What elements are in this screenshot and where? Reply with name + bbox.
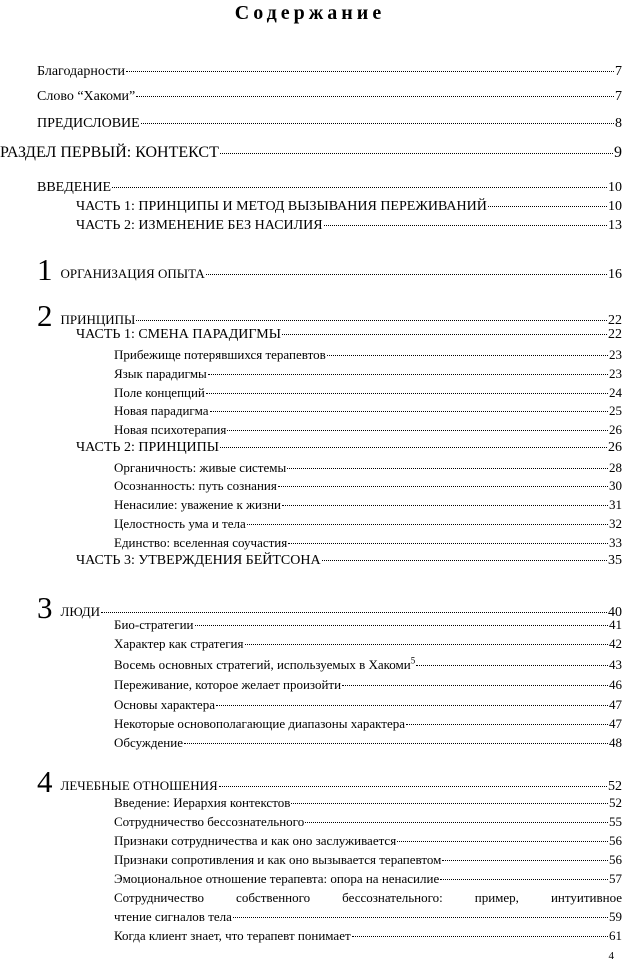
toc-entry-page: 28 [609, 460, 622, 475]
toc-entry-ch2-part-2[interactable] [76, 438, 622, 458]
footnote-marker: 5 [410, 655, 416, 666]
toc-entry-page: 46 [609, 677, 622, 692]
toc-entry-label: ПРЕДИСЛОВИЕ [37, 116, 140, 131]
toc-subentry-wrapped-line1[interactable] [114, 888, 622, 908]
toc-entry-label: Введение: Иерархия контекстов [114, 795, 291, 810]
leader-dots [352, 935, 608, 937]
toc-entry-label: РАЗДЕЛ ПЕРВЫЙ: КОНТЕКСТ [0, 144, 219, 161]
toc-subentry[interactable] [114, 364, 622, 384]
toc-entry-ch2-part-3[interactable] [76, 551, 622, 571]
toc-subentry[interactable] [114, 733, 622, 753]
word: пример, [474, 890, 519, 905]
toc-entry-page: 59 [609, 909, 622, 924]
toc-entry-label: ЧАСТЬ 2: ПРИНЦИПЫ [76, 440, 219, 455]
toc-entry-label: Характер как стратегия [114, 636, 244, 651]
toc-entry-page: 52 [609, 795, 622, 810]
leader-dots [219, 785, 607, 787]
leader-dots [112, 186, 607, 188]
toc-entry-label: ОРГАНИЗАЦИЯ ОПЫТА [60, 266, 205, 281]
leader-dots [282, 333, 607, 335]
toc-entry-label: Признаки сотрудничества и как оно заслуживается [114, 833, 397, 848]
word: собственного [236, 890, 311, 905]
toc-entry-page: 25 [609, 403, 622, 418]
leader-dots [291, 802, 608, 804]
toc-entry-label: Обсуждение [114, 735, 183, 750]
toc-chapter-4[interactable] [37, 764, 622, 799]
leader-dots [245, 643, 609, 645]
toc-entry-page: 16 [608, 267, 622, 282]
toc-subentry[interactable] [114, 383, 622, 403]
toc-entry-label: Эмоциональное отношение терапевта: опора на ненасилие [114, 871, 440, 886]
leader-dots [220, 446, 607, 448]
toc-entry-page: 56 [609, 852, 622, 867]
toc-entry-page: 10 [608, 199, 622, 214]
toc-entry-page: 30 [609, 478, 622, 493]
toc-subentry[interactable] [114, 615, 622, 635]
toc-entry-page: 31 [609, 497, 622, 512]
toc-subentry[interactable] [114, 675, 622, 695]
toc-entry-label: ЧАСТЬ 3: УТВЕРЖДЕНИЯ БЕЙТСОНА [76, 553, 321, 568]
toc-entry-label: Органичность: живые системы [114, 460, 287, 475]
toc-entry-label: ЧАСТЬ 1: ПРИНЦИПЫ И МЕТОД ВЫЗЫВАНИЯ ПЕРЕЖИВАНИЙ [76, 199, 487, 214]
toc-entry-page: 42 [609, 636, 622, 651]
toc-subentry-wrapped-line2[interactable] [114, 907, 622, 927]
toc-entry-label: ВВЕДЕНИЕ [37, 180, 112, 195]
toc-entry-page: 47 [609, 697, 622, 712]
toc-entry-preface[interactable] [37, 114, 622, 134]
leader-dots [406, 723, 608, 725]
toc-entry-label: Некоторые основополагающие диапазоны характера [114, 716, 405, 731]
toc-entry-label: ЛЕЧЕБНЫЕ ОТНОШЕНИЯ [60, 778, 218, 793]
toc-subentry[interactable] [114, 831, 622, 851]
leader-dots [195, 624, 609, 626]
toc-entry-acknowledgments[interactable] [37, 62, 622, 82]
word: бессознательного: [342, 890, 443, 905]
leader-dots [136, 95, 614, 97]
toc-entry-page: 26 [608, 440, 622, 455]
leader-dots [210, 410, 609, 412]
leader-dots [442, 859, 608, 861]
toc-entry-label: ПРИНЦИПЫ [60, 312, 136, 327]
leader-dots [322, 559, 607, 561]
toc-entry-label: Новая психотерапия [114, 422, 227, 437]
leader-dots [288, 542, 608, 544]
toc-subentry[interactable] [114, 812, 622, 832]
toc-entry-label: Переживание, которое желает произойти [114, 677, 342, 692]
leader-dots [206, 273, 607, 275]
leader-dots [220, 152, 613, 154]
chapter-number: 2 [37, 298, 53, 333]
toc-entry-page: 7 [615, 64, 622, 79]
toc-entry-page: 22 [608, 327, 622, 342]
toc-entry-label: Сотрудничество бессознательного [114, 814, 305, 829]
toc-subentry[interactable] [114, 926, 622, 946]
toc-entry-label: Основы характера [114, 697, 215, 712]
toc-subentry[interactable] [114, 714, 622, 734]
leader-dots [278, 485, 608, 487]
leader-dots [126, 70, 614, 72]
toc-entry-label: ЧАСТЬ 1: СМЕНА ПАРАДИГМЫ [76, 327, 281, 342]
toc-entry-page: 10 [608, 180, 622, 195]
leader-dots [416, 664, 608, 666]
toc-entry-hakomi-word[interactable] [37, 87, 622, 107]
toc-entry-label: Слово “Хакоми” [37, 89, 136, 104]
leader-dots [305, 821, 608, 823]
toc-entry-label: Когда клиент знает, что терапевт понимает [114, 928, 351, 943]
toc-entry-label: Целостность ума и тела [114, 516, 246, 531]
toc-entry-page: 7 [615, 89, 622, 104]
chapter-number: 1 [37, 252, 53, 287]
toc-subentry[interactable] [114, 514, 622, 534]
leader-dots [287, 467, 608, 469]
leader-dots [206, 392, 608, 394]
leader-dots [342, 684, 608, 686]
leader-dots [101, 611, 607, 613]
toc-entry-page: 61 [609, 928, 622, 943]
toc-entry-label: Прибежище потерявшихся терапевтов [114, 347, 326, 362]
toc-subentry[interactable] [114, 695, 622, 715]
toc-subentry[interactable] [114, 476, 622, 496]
toc-entry-page: 26 [609, 422, 622, 437]
toc-entry-label [114, 655, 415, 675]
toc-subentry[interactable] [114, 401, 622, 421]
toc-entry-label: Язык парадигмы [114, 366, 207, 381]
toc-entry-label: Единство: вселенная соучастия [114, 535, 288, 550]
leader-dots [208, 373, 608, 375]
toc-entry-page: 24 [609, 385, 622, 400]
toc-entry-page: 52 [608, 779, 622, 794]
page-title: Содержание [234, 2, 386, 24]
toc-entry-introduction[interactable] [37, 178, 622, 198]
toc-subentry[interactable] [114, 869, 622, 889]
toc-entry-page: 33 [609, 535, 622, 550]
toc-subentry[interactable] [114, 655, 622, 675]
chapter-number: 4 [37, 764, 53, 799]
toc-entry-label: ЛЮДИ [60, 604, 100, 619]
toc-entry-label: ЧАСТЬ 2: ИЗМЕНЕНИЕ БЕЗ НАСИЛИЯ [76, 218, 323, 233]
toc-entry-ch2-part-1[interactable] [76, 325, 622, 345]
toc-subentry[interactable] [114, 634, 622, 654]
leader-dots [227, 429, 608, 431]
toc-entry-page: 40 [608, 605, 622, 620]
toc-subentry[interactable] [114, 345, 622, 365]
toc-entry-label-text: Восемь основных стратегий, используемых в Хакоми [114, 657, 411, 672]
leader-dots [397, 840, 608, 842]
toc-entry-label: Ненасилие: уважение к жизни [114, 497, 281, 512]
leader-dots [216, 704, 608, 706]
leader-dots [327, 354, 608, 356]
toc-entry-page: 57 [609, 871, 622, 886]
toc-entry-page: 8 [615, 116, 622, 131]
toc-entry-intro-part-1[interactable] [76, 197, 622, 217]
toc-chapter-2[interactable] [37, 298, 622, 333]
toc-entry-page: 43 [609, 657, 622, 672]
toc-entry-page: 55 [609, 814, 622, 829]
word: Сотрудничество [114, 890, 205, 905]
leader-dots [247, 523, 608, 525]
leader-dots [324, 224, 607, 226]
toc-entry-label: Новая парадигма [114, 403, 209, 418]
page-number: 4 [608, 950, 614, 962]
toc-entry-label: Признаки сопротивления и как оно вызывается терапевтом [114, 852, 442, 867]
toc-entry-page: 22 [608, 313, 622, 328]
toc-subentry[interactable] [114, 495, 622, 515]
leader-dots [440, 878, 608, 880]
leader-dots [141, 122, 614, 124]
toc-entry-page: 23 [609, 347, 622, 362]
toc-entry-label: чтение сигналов тела [114, 909, 232, 924]
chapter-number: 3 [37, 590, 53, 625]
toc-subentry[interactable] [114, 850, 622, 870]
toc-entry-page: 32 [609, 516, 622, 531]
toc-subentry[interactable] [114, 793, 622, 813]
leader-dots [184, 742, 608, 744]
toc-entry-label: Био-стратегии [114, 617, 194, 632]
toc-entry-page: 48 [609, 735, 622, 750]
leader-dots [488, 205, 607, 207]
toc-entry-label: Благодарности [37, 64, 126, 79]
leader-dots [282, 504, 608, 506]
toc-entry-label: Поле концепций [114, 385, 205, 400]
toc-entry-part-one[interactable] [0, 143, 622, 163]
toc-entry-page: 23 [609, 366, 622, 381]
toc-subentry[interactable] [114, 458, 622, 478]
toc-entry-page: 41 [609, 617, 622, 632]
toc-subentry[interactable] [114, 420, 622, 440]
leader-dots [136, 319, 607, 321]
word: интуитивное [550, 890, 622, 905]
toc-entry-page: 47 [609, 716, 622, 731]
toc-entry-page: 9 [614, 144, 622, 161]
toc-entry-intro-part-2[interactable] [76, 216, 622, 236]
toc-subentry[interactable] [114, 533, 622, 553]
toc-entry-page: 13 [608, 218, 622, 233]
leader-dots [233, 916, 608, 918]
toc-entry-label: Осознанность: путь сознания [114, 478, 277, 493]
toc-chapter-1[interactable] [37, 252, 622, 287]
toc-entry-page: 35 [608, 553, 622, 568]
toc-entry-page: 56 [609, 833, 622, 848]
